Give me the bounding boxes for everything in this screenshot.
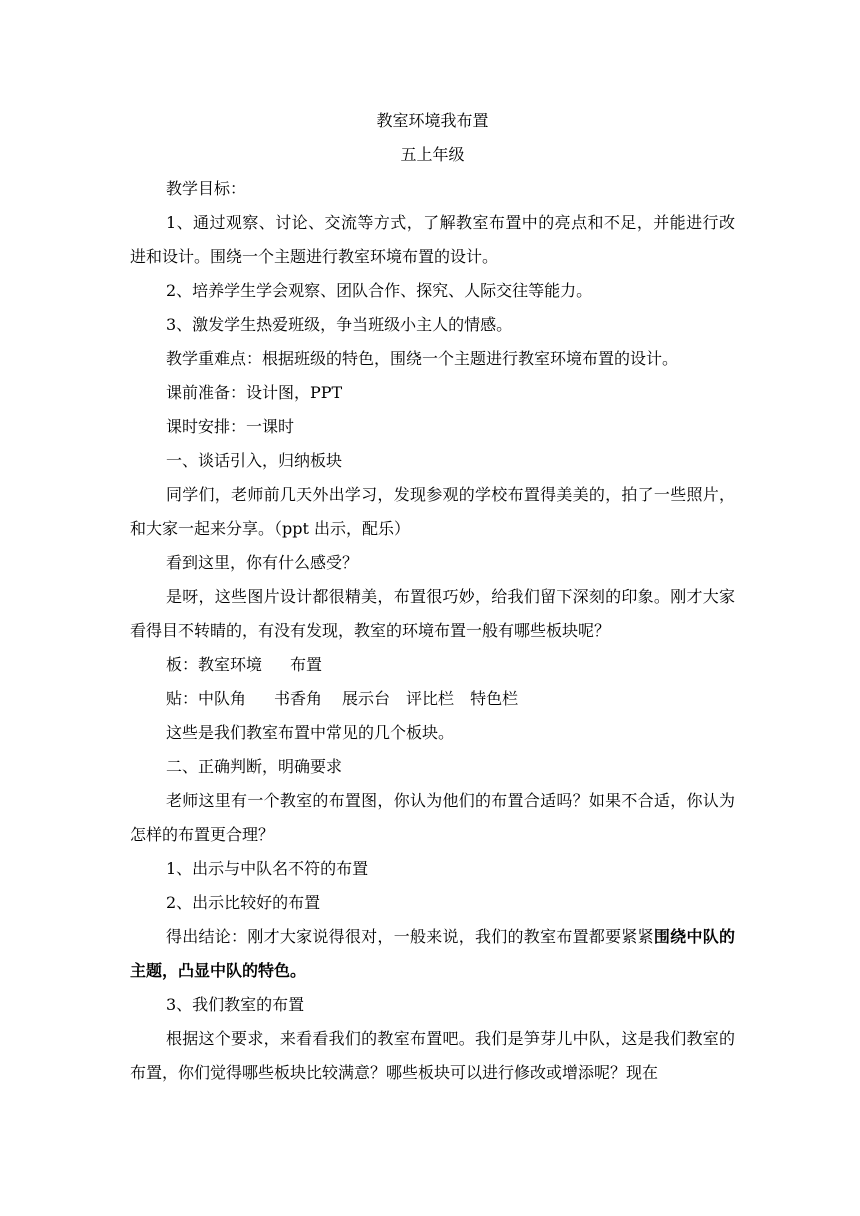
conclusion-emphasis: 围绕中队的主题，凸显中队的特色。 (130, 927, 735, 980)
step-3: 3、我们教室的布置 (166, 995, 305, 1014)
objective-3: 3、激发学生热爱班级，争当班级小主人的情感。 (166, 315, 513, 334)
objective-1: 1、通过观察、讨论、交流等方式，了解教室布置中的亮点和不足，并能进行改进和设计。围绕一个主题进行教室环境布置的设计。 (130, 213, 735, 266)
posted-line (130, 682, 735, 716)
paragraph-4: 这些是我们教室布置中常见的几个板块。 (166, 723, 455, 742)
paragraph-1: 同学们，老师前几天外出学习，发现参观的学校布置得美美的，拍了一些照片，和大家一起来分享。（ppt 出示，配乐） (130, 485, 735, 538)
paragraph-5: 老师这里有一个教室的布置图，你认为他们的布置合适吗？如果不合适，你认为怎样的布置更合理？ (130, 791, 735, 844)
posted-item-3: 评比栏 (406, 689, 455, 708)
section-2-heading: 二、正确判断，明确要求 (166, 757, 343, 776)
key-points: 教学重难点：根据班级的特色，围绕一个主题进行教室环境布置的设计。 (166, 349, 679, 368)
conclusion-text: 得出结论：刚才大家说得很对，一般来说，我们的教室布置都要紧紧 (166, 927, 654, 946)
board-line (130, 648, 735, 682)
board-item: 布置 (290, 655, 323, 674)
posted-item-4: 特色栏 (470, 689, 519, 708)
preparation: 课前准备：设计图，PPT (166, 383, 343, 402)
document-subtitle: 五上年级 (400, 145, 465, 164)
board-label: 板：教室环境 (166, 655, 263, 674)
paragraph-6: 根据这个要求，来看看我们的教室布置吧。我们是笋芽儿中队，这是我们教室的布置，你们觉得哪些板块比较满意？哪些板块可以进行修改或增添呢？现在 (130, 1029, 735, 1082)
posted-item-1: 书香角 (274, 689, 323, 708)
paragraph-2: 看到这里，你有什么感受？ (166, 553, 359, 572)
posted-label: 贴：中队角 (166, 689, 247, 708)
conclusion (130, 920, 735, 988)
paragraph-3: 是呀，这些图片设计都很精美，布置很巧妙，给我们留下深刻的印象。刚才大家看得目不转睛的，有没有发现，教室的环境布置一般有哪些板块呢？ (130, 587, 735, 640)
objectives-heading: 教学目标： (166, 179, 247, 198)
step-1: 1、出示与中队名不符的布置 (166, 859, 369, 878)
schedule: 课时安排：一课时 (166, 417, 295, 436)
document-title: 教室环境我布置 (376, 111, 489, 130)
objective-2: 2、培养学生学会观察、团队合作、探究、人际交往等能力。 (166, 281, 593, 300)
document-body (130, 104, 735, 1090)
section-1-heading: 一、谈话引入，归纳板块 (166, 451, 343, 470)
posted-item-2: 展示台 (342, 689, 391, 708)
step-2: 2、出示比较好的布置 (166, 893, 321, 912)
